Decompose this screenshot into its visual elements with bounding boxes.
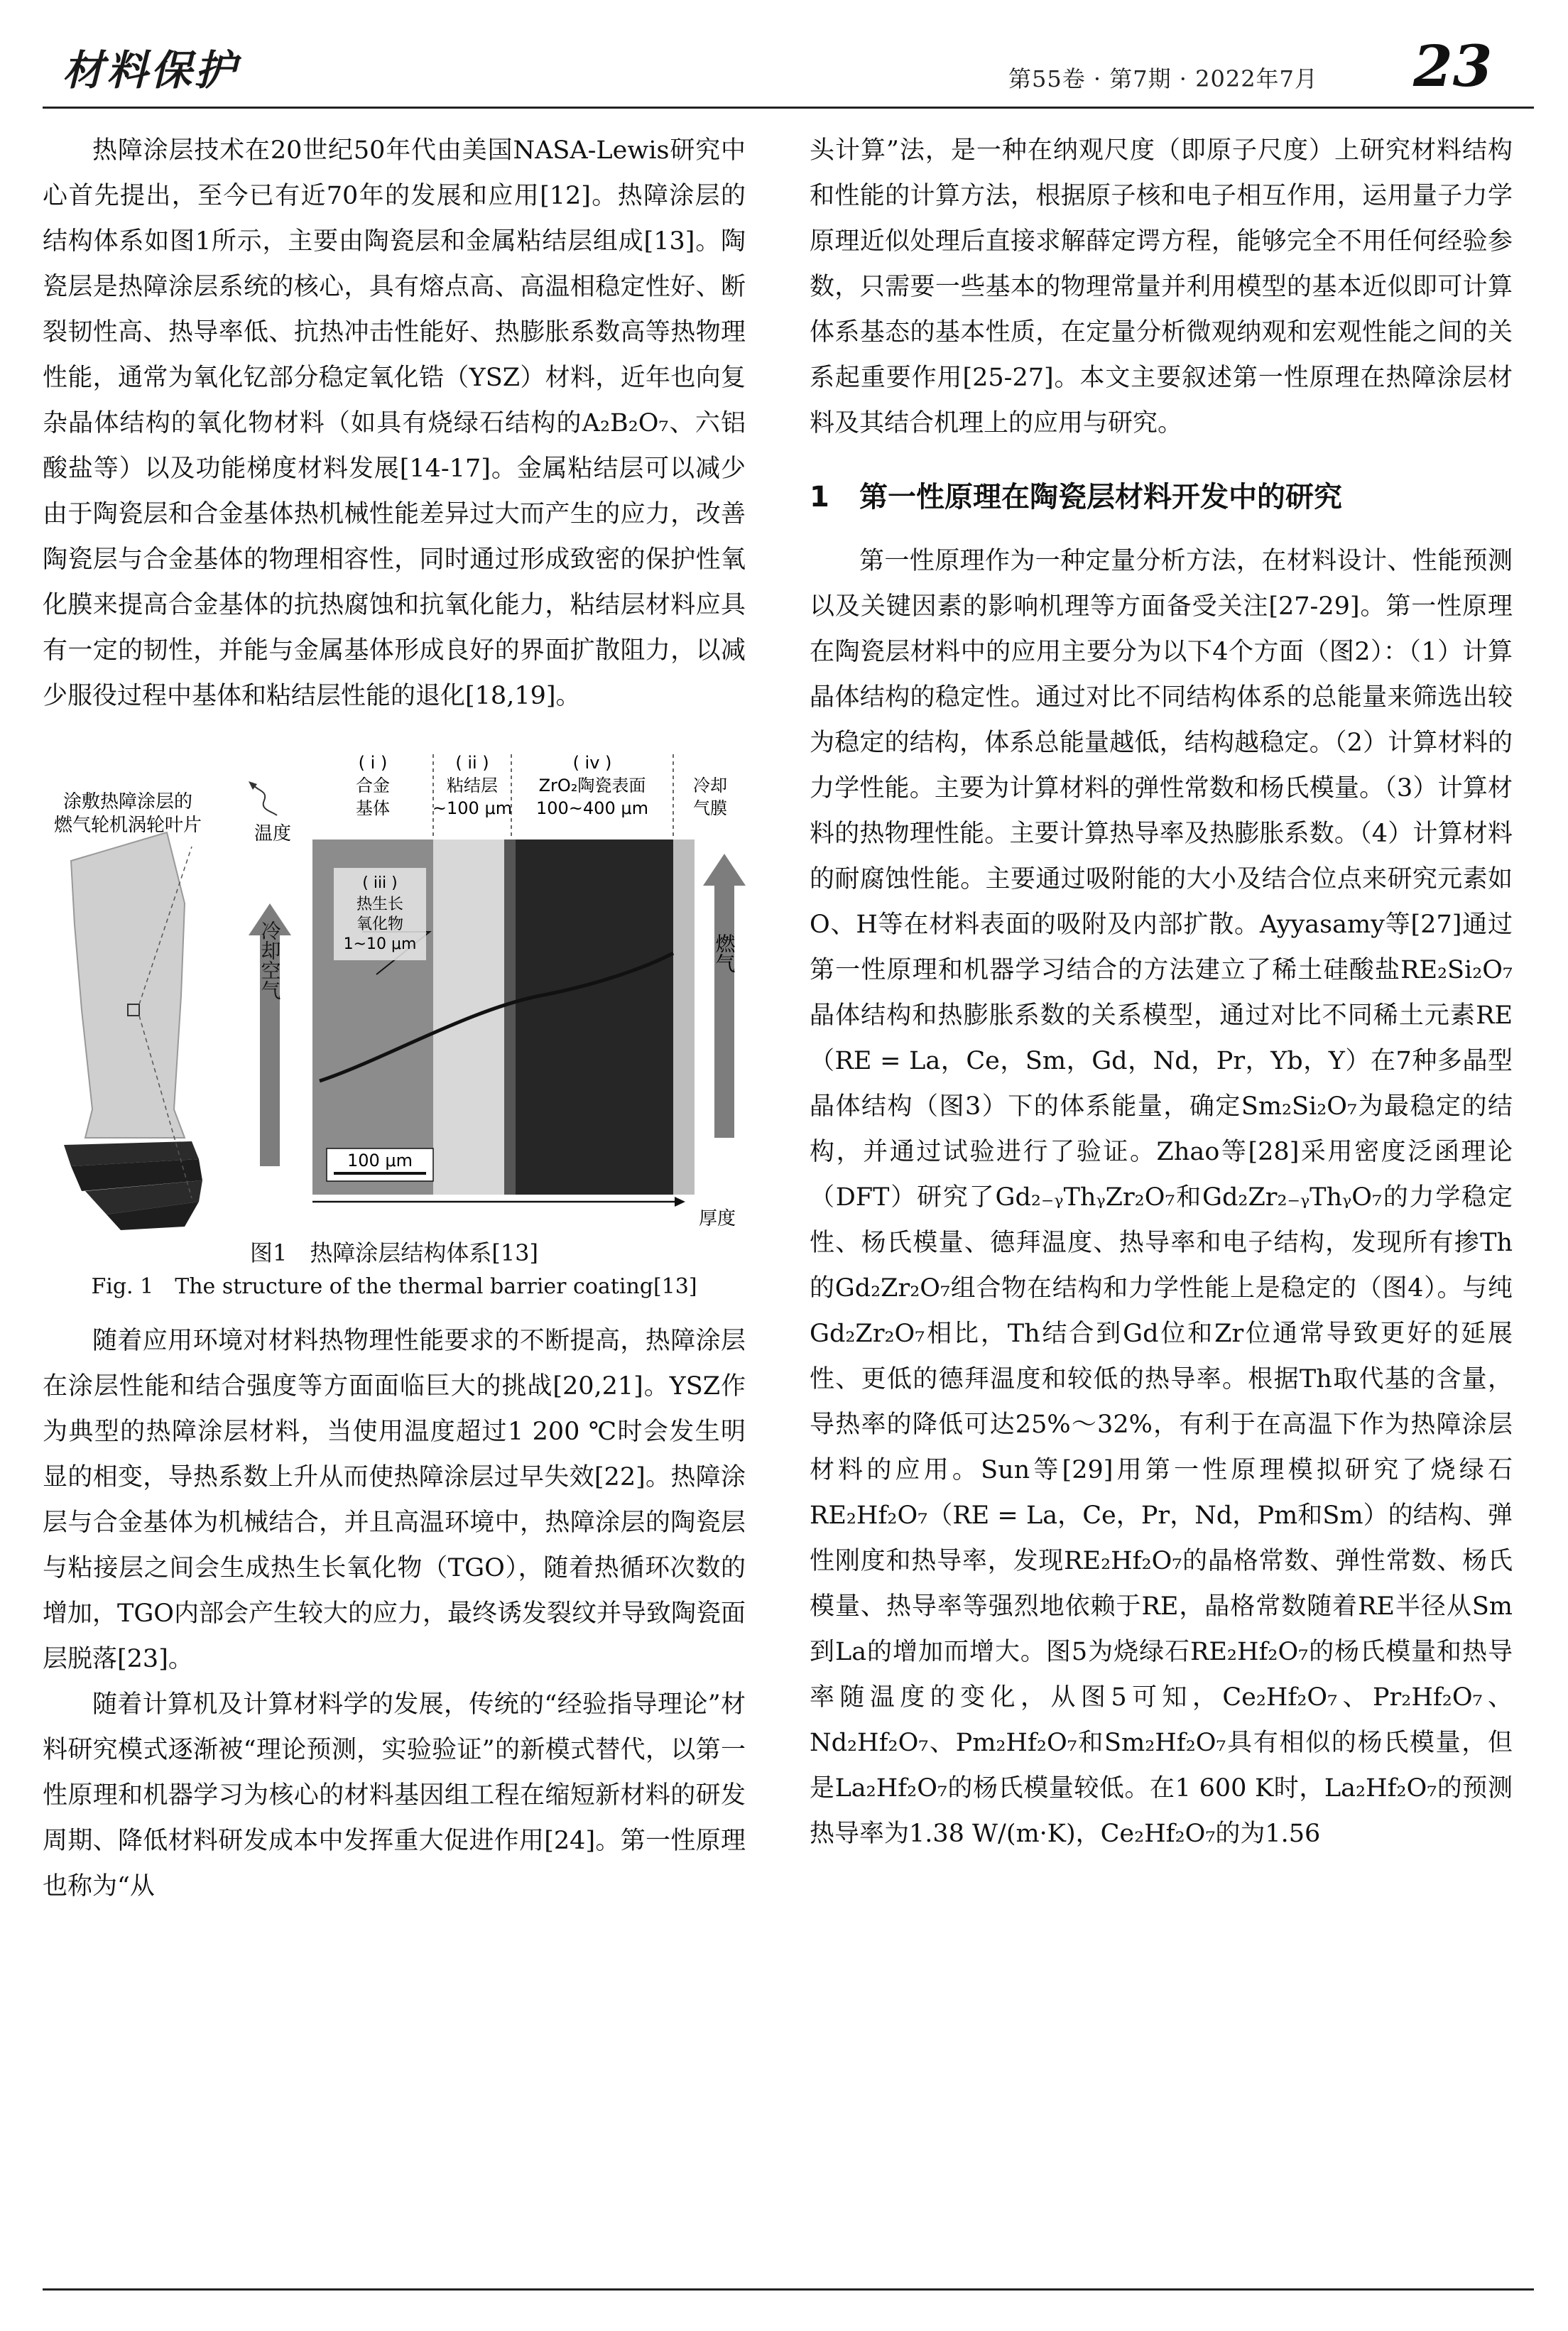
paragraph: 随着应用环境对材料热物理性能要求的不断提高，热障涂层在涂层性能和结合强度等方面面临巨大的挑战[20,21]。YSZ作为典型的热障涂层材料，当使用温度超过1 200 ℃时会发生明显的相变，导热系数上升从而使热障涂层过早失效[22]。热障涂层与合金基体为机械结合，并且高温环境中，热障涂层的陶瓷层与粘接层之间会生成热生长氧化物（TGO），随着热循环次数的增加，TGO内部会产生较大的应力，最终诱发裂纹并导致陶瓷面层脱落[23]。 xyxy=(43,1327,746,1673)
blade-label-2: 燃气轮机涡轮叶片 xyxy=(53,815,202,836)
page-number: 23 xyxy=(1413,33,1493,99)
cooling-film-layer xyxy=(673,840,695,1195)
temperature-curve xyxy=(252,783,277,815)
layer1-name-2: 基体 xyxy=(356,798,390,818)
layer2-index: ( ii ) xyxy=(455,753,489,773)
footer-rule xyxy=(43,2288,1534,2291)
layer1-name-1: 合金 xyxy=(356,776,390,795)
page-header xyxy=(0,0,1568,121)
combustion-gas-label: 燃气 xyxy=(712,933,736,973)
layer3-thickness: 1~10 μm xyxy=(343,935,417,953)
layer3-name-2: 氧化物 xyxy=(356,915,404,933)
thickness-label: 厚度 xyxy=(698,1208,736,1229)
journal-logo: 材料保护 xyxy=(62,46,239,94)
ceramic-layer xyxy=(516,840,673,1195)
layer4-thickness: 100~400 μm xyxy=(535,798,649,818)
layer3-name-1: 热生长 xyxy=(356,896,404,913)
paragraph: 第一性原理作为一种定量分析方法，在材料设计、性能预测以及关键因素的影响机理等方面备受关注[27-29]。第一性原理在陶瓷层材料中的应用主要分为以下4个方面（图2）：（1）计算晶体结构的稳定性。通过对比不同结构体系的总能量来筛选出较为稳定的结构，体系总能量越低，结构越稳定。（2）计算材料的力学性能。主要为计算材料的弹性常数和杨氏模量。（3）计算材料的热物理性能。主要计算热导率及热膨胀系数。（4）计算材料的耐腐蚀性能。主要通过吸附能的大小及结合位点来研究元素如O、H等在材料表面的吸附及内部扩散。Ayyasamy等[27]通过第一性原理和机器学习结合的方法建立了稀土硅酸盐RE₂Si₂O₇晶体结构和热膨胀系数的关系模型，通过对比不同稀土元素RE（RE = La，Ce，Sm，Gd，Nd，Pr，Yb，Y）在7种多晶型晶体结构（图3）下的体系能量，确定Sm₂Si₂O₇为最稳定的结构，并通过试验进行了验证。Zhao等[28]采用密度泛函理论（DFT）研究了Gd₂₋ᵧThᵧZr₂O₇和Gd₂Zr₂₋ᵧThᵧO₇的力学稳定性、杨氏模量、德拜温度、热导率和电子结构，发现所有掺Th的Gd₂Zr₂O₇组合物在结构和力学性能上是稳定的（图4）。与纯Gd₂Zr₂O₇相比，Th结合到Gd位和Zr位通常导致更好的延展性、更低的德拜温度和较低的热导率。根据Th取代基的含量，导热率的降低可达25%～32%，有利于在高温下作为热障涂层材料的应用。Sun等[29]用第一性原理模拟研究了烧绿石RE₂Hf₂O₇（RE = La，Ce，Pr，Nd，Pm和Sm）的结构、弹性刚度和热导率，发现RE₂Hf₂O₇的晶格常数、弹性常数、杨氏模量、热导率等强烈地依赖于RE，晶格常数随着RE半径从Sm到La的增加而增大。图5为烧绿石RE₂Hf₂O₇的杨氏模量和热导率随温度的变化，从图5可知，Ce₂Hf₂O₇、Pr₂Hf₂O₇、Nd₂Hf₂O₇、Pm₂Hf₂O₇和Sm₂Hf₂O₇具有相似的杨氏模量，但是La₂Hf₂O₇的杨氏模量较低。在1 600 K时，La₂Hf₂O₇的预测热导率为1.38 W/(m·K)，Ce₂Hf₂O₇的为1.56 xyxy=(810,547,1513,1848)
paragraph: 头计算”法，是一种在纳观尺度（即原子尺度）上研究材料结构和性能的计算方法，根据原子核和电子相互作用，运用量子力学原理近似处理后直接求解薛定谔方程，能够完全不用任何经验参数，只需要一些基本的物理常量并利用模型的基本近似即可计算体系基态的基本性质，在定量分析微观纳观和宏观性能之间的关系起重要作用[25-27]。本文主要叙述第一性原理在热障涂层材料及其结合机理上的应用与研究。 xyxy=(810,136,1513,438)
figure-caption-cn: 图1 热障涂层结构体系[13] xyxy=(249,1239,539,1266)
right-column xyxy=(810,128,1513,1857)
tbc-structure-diagram xyxy=(43,740,746,1230)
layer2-name: 粘结层 xyxy=(447,776,498,795)
film-name-2: 气膜 xyxy=(693,798,727,818)
blade-label-1: 涂敷热障涂层的 xyxy=(62,791,193,813)
layer3-index: ( iii ) xyxy=(362,874,398,892)
section-title: 第一性原理在陶瓷层材料开发中的研究 xyxy=(859,481,1342,514)
figure-caption-en: Fig. 1 The structure of the thermal barrier coating[13] xyxy=(91,1274,697,1299)
layer1-index: ( i ) xyxy=(358,753,388,773)
scale-bar-label: 100 μm xyxy=(347,1151,413,1170)
film-name-1: 冷却 xyxy=(693,776,727,795)
layer2-thickness: ~100 μm xyxy=(432,798,513,818)
tgo-layer xyxy=(504,840,516,1195)
issue-info: 第55卷 · 第7期 · 2022年7月 xyxy=(1008,65,1318,92)
paragraph: 热障涂层技术在20世纪50年代由美国NASA-Lewis研究中心首先提出，至今已有近70年的发展和应用[12]。热障涂层的结构体系如图1所示，主要由陶瓷层和金属粘结层组成[13]。陶瓷层是热障涂层系统的核心，具有熔点高、高温相稳定性好、断裂韧性高、热导率低、抗热冲击性能好、热膨胀系数高等热物理性能，通常为氧化钇部分稳定氧化锆（YSZ）材料，近年也向复杂晶体结构的氧化物材料（如具有烧绿石结构的A₂B₂O₇、六铝酸盐等）以及功能梯度材料发展[14-17]。金属粘结层可以减少由于陶瓷层和合金基体热机械性能差异过大而产生的应力，改善陶瓷层与合金基体的物理相容性，同时通过形成致密的保护性氧化膜来提高合金基体的抗热腐蚀和抗氧化能力，粘结层材料应具有一定的韧性，并能与金属基体形成良好的界面扩散阻力，以减少服役过程中基体和粘结层性能的退化[18,19]。 xyxy=(43,136,746,710)
paragraph: 随着计算机及计算材料学的发展，传统的“经验指导理论”材料研究模式逐渐被“理论预测，实验验证”的新模式替代，以第一性原理和机器学习为核心的材料基因组工程在缩短新材料的研发周期、降低材料研发成本中发挥重大促进作用[24]。第一性原理也称为“从 xyxy=(43,1690,746,1901)
combustion-gas-arrow xyxy=(703,854,746,1138)
cooling-air-label: 冷却空气 xyxy=(258,920,282,1000)
layer4-index: ( iv ) xyxy=(572,753,612,773)
layer4-name: ZrO₂陶瓷表面 xyxy=(538,776,646,795)
figure-1 xyxy=(43,740,746,1230)
turbine-blade xyxy=(64,832,202,1230)
section-number: 1 xyxy=(810,481,829,514)
left-column xyxy=(43,128,746,1909)
header-rule xyxy=(43,107,1534,109)
temperature-label: 温度 xyxy=(254,823,292,844)
section-heading xyxy=(810,474,1513,520)
